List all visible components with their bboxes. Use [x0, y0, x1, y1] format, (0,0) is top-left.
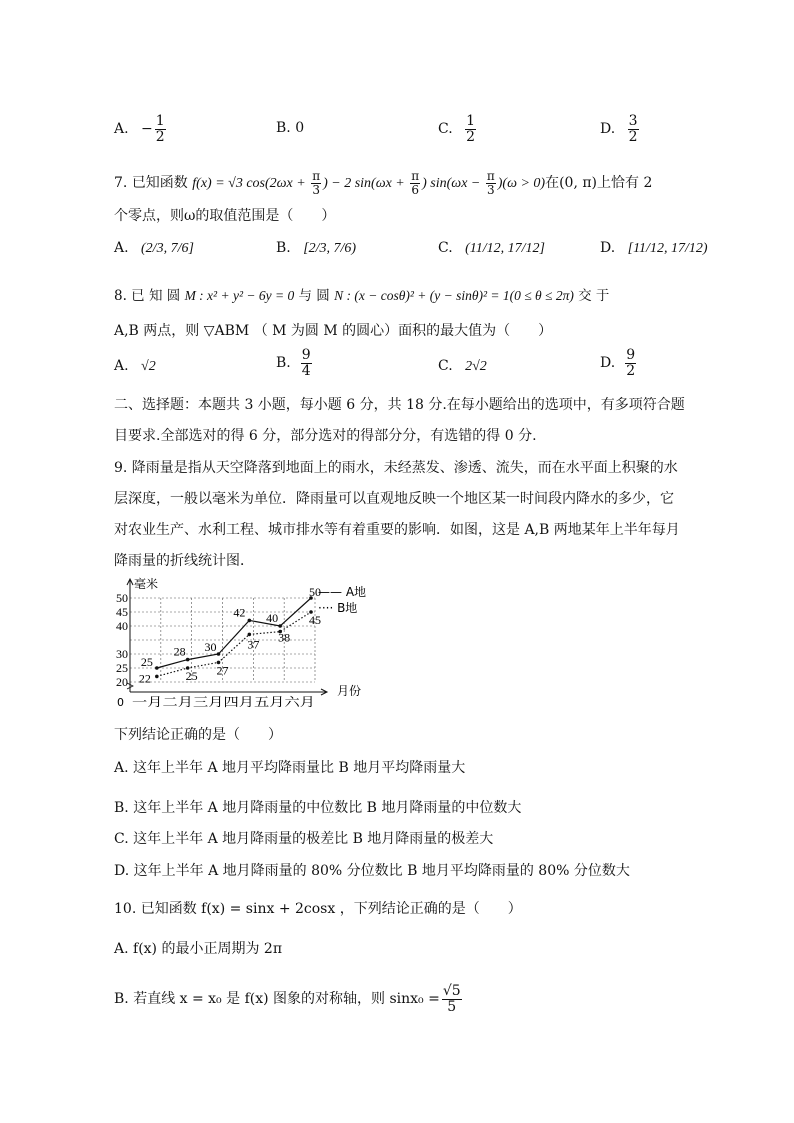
q9-option-d: D. 这年上半年 A 地月降雨量的 80% 分位数比 B 地月平均降雨量的 80% 分位数大 — [114, 863, 630, 879]
series-a-point — [155, 666, 159, 670]
x-category-labels: 一月二月三月四月五月六月 — [132, 695, 315, 709]
q9-option-c: C. 这年上半年 A 地月降雨量的极差比 B 地月降雨量的极差大 — [114, 831, 494, 847]
series-a-data-label: 42 — [233, 605, 246, 620]
q9-stem-line1: 9. 降雨量是指从天空降落到地面上的雨水，未经蒸发、渗透、流失，而在水平面上积聚的水 — [114, 460, 678, 476]
y-tick-label: 40 — [116, 619, 128, 633]
q6-option-d: D. $\frac{3}{2}$ — [600, 113, 638, 145]
q8-option-b: B. $\frac{9}{4}$ — [276, 347, 311, 379]
section2-line2: 目要求.全部选对的得 6 分，部分选对的得部分分，有选错的得 0 分. — [114, 428, 537, 444]
series-a-point — [186, 658, 190, 662]
y-tick-label: 50 — [116, 591, 128, 605]
q7-stem-line2: 个零点，则ω的取值范围是（ ） — [114, 208, 336, 224]
q9-option-b: B. 这年上半年 A 地月降雨量的中位数比 B 地月降雨量的中位数大 — [114, 800, 522, 816]
q6-option-a: A. − $\frac{1}{2}$ — [114, 113, 165, 145]
x-axis-label: 月份 — [337, 684, 362, 698]
series-b-point — [248, 633, 252, 637]
legend-b-label: ···· B地 — [318, 601, 358, 615]
y-tick-label: 25 — [116, 661, 128, 675]
series-a-point — [248, 619, 252, 623]
legend-a-label: —— A地 — [318, 585, 367, 599]
q10-stem: 10. 已知函数 f(x) = sinx + 2cosx ，下列结论正确的是（ ） — [114, 901, 522, 917]
q10-option-b: B. 若直线 x = x₀ 是 f(x) 图象的对称轴，则 sinx₀ = $\frac{√5}{5}$ — [114, 983, 461, 1015]
section2-line1: 二、选择题：本题共 3 小题，每小题 6 分，共 18 分.在每小题给出的选项中，有多项符合题 — [114, 397, 685, 413]
q8-option-d: D. $\frac{9}{2}$ — [600, 347, 636, 379]
q8-stem-line1: 8. 已 知 圆 M : x² + y² − 6y = 0 与 圆 N : (x − cosθ)² + (y − sinθ)² = 1(0 ≤ θ ≤ 2π) 交 于 — [114, 288, 610, 304]
series-b-data-label: 38 — [278, 630, 291, 645]
q9-question: 下列结论正确的是（ ） — [114, 727, 282, 743]
series-a-data-label: 25 — [140, 655, 153, 669]
q10-option-a: A. f(x) 的最小正周期为 2π — [114, 941, 283, 957]
series-b-data-label: 27 — [216, 663, 229, 678]
q7-option-b: B. [2/3, 7/6) — [276, 240, 357, 256]
series-a-data-label: 30 — [204, 640, 217, 654]
q9-stem-line3: 对农业生产、水利工程、城市排水等有着重要的影响．如图，这是 A,B 两地某年上半年每月 — [114, 522, 680, 538]
q7-option-a: A. (2/3, 7/6] — [114, 240, 194, 256]
y-tick-label: 30 — [116, 647, 128, 661]
series-b-data-label: 25 — [185, 669, 198, 683]
y-tick-label: 45 — [116, 605, 128, 619]
series-a-point — [217, 652, 221, 656]
y-tick-label: 20 — [116, 675, 128, 689]
q7-stem-line1: 7. 已知函数 f(x) = √3 cos(2ωx + $\frac{\pi}{3}$ ) − 2 sin(ωx + $\frac{\pi}{6}$ ) sin(ωx − $\frac{\pi}{3}$ )(ω > 0)在(0, π)上恰有 2 — [114, 169, 653, 197]
series-b-point — [155, 675, 159, 679]
q8-option-c: C. 2√2 — [438, 358, 487, 374]
series-a-data-label: 28 — [173, 644, 186, 659]
q7-option-c: C. (11/12, 17/12] — [438, 240, 545, 256]
series-a-point — [278, 624, 282, 628]
q8-stem-line2: A,B 两点，则 ▽ABM （ M 为圆 M 的圆心）面积的最大值为（ ） — [114, 323, 553, 339]
series-a-data-label: 40 — [266, 611, 279, 625]
q9-stem-line2: 层深度，一般以毫米为单位．降雨量可以直观地反映一个地区某一时间段内降水的多少，它 — [114, 491, 674, 507]
series-b-data-label: 45 — [309, 613, 321, 627]
q8-option-a: A. √2 — [114, 358, 156, 374]
q9-option-a: A. 这年上半年 A 地月平均降雨量比 B 地月平均降雨量大 — [114, 760, 466, 776]
y-axis-label: 毫米 — [134, 577, 159, 591]
q6-option-b: B. 0 — [276, 120, 305, 136]
series-a-data-label: 50 — [309, 585, 321, 599]
q7-option-d: D. [11/12, 17/12) — [600, 240, 708, 256]
q9-stem-line4: 降雨量的折线统计图． — [114, 553, 254, 569]
series-b-data-label: 22 — [138, 671, 151, 686]
series-b-data-label: 37 — [247, 637, 260, 652]
origin-label: 0 — [117, 696, 124, 709]
q6-option-c: C. $\frac{1}{2}$ — [438, 113, 476, 145]
rainfall-line-chart — [110, 574, 370, 720]
